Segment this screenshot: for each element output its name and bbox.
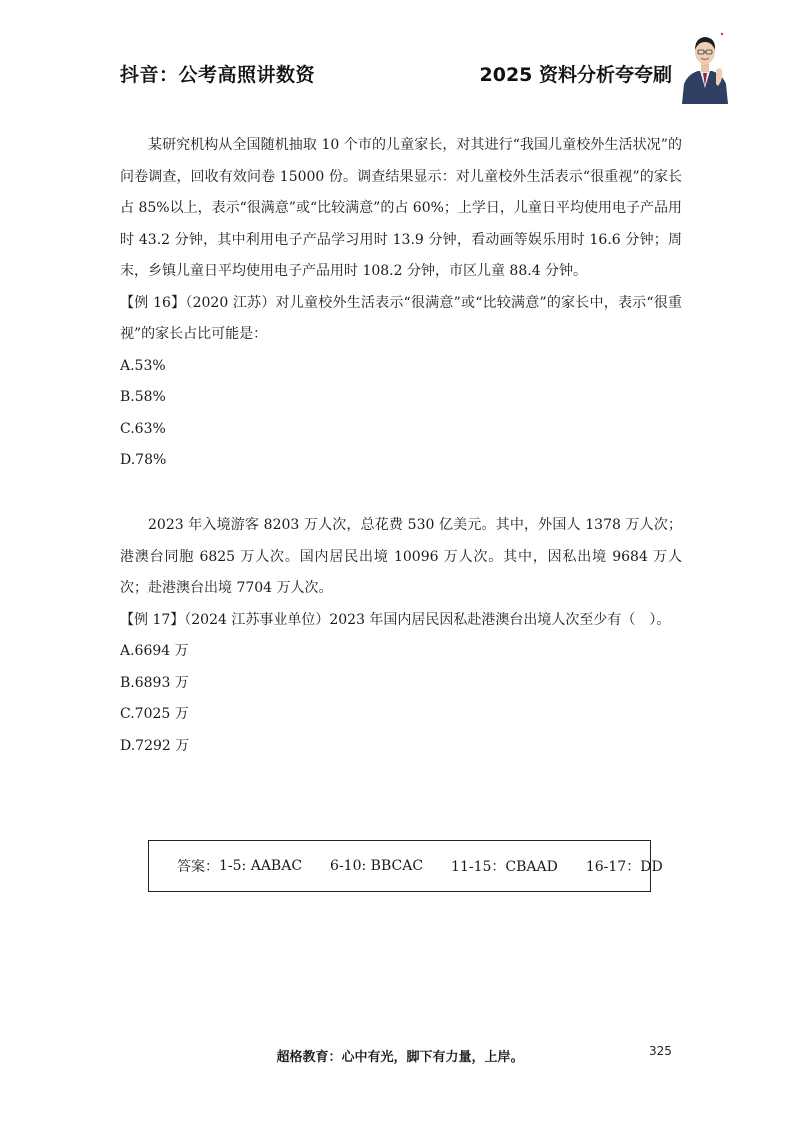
answer-group-16-17: 16-17：DD: [585, 859, 663, 875]
answer-key-box: [148, 840, 663, 892]
header-title-right: 2025 资料分析夸夸刷: [479, 64, 672, 86]
passage-text-2: 2023 年入境游客 8203 万人次，总花费 530 亿美元。其中，外国人 1378 万人次；港澳台同胞 6825 万人次。国内居民出境 10096 万人次。其中，因私出境 9684 万人次；赴港澳台出境 7704 万人次。: [120, 517, 682, 596]
option-a: A.6694 万: [120, 643, 189, 659]
option-a: A.53%: [120, 357, 166, 374]
answer-label: 答案：: [177, 859, 219, 875]
answer-group-1-5: 1-5: AABAC: [219, 858, 303, 874]
question-16: 【例 16】（2020 江苏）对儿童校外生活表示“很满意”或“比较满意”的家长中，表示“很重视”的家长占比可能是：: [120, 294, 682, 342]
answer-group-6-10: 6-10: BBCAC: [330, 858, 424, 874]
option-b: B.58%: [120, 389, 166, 405]
option-c: C.63%: [120, 420, 166, 437]
option-d: D.7292 万: [120, 737, 190, 754]
question-17: 【例 17】（2024 江苏事业单位）2023 年国内居民因私赴港澳台出境人次至少有（ ）。: [120, 611, 671, 628]
page-number: 325: [649, 1044, 672, 1058]
author-portrait-icon: [678, 26, 732, 104]
footer-slogan: 超格教育：心中有光，脚下有力量，上岸。: [276, 1050, 524, 1065]
passage-section-2: [120, 510, 682, 762]
option-c: C.7025 万: [120, 706, 189, 722]
option-d: D.78%: [120, 452, 167, 468]
passage-text-1: 某研究机构从全国随机抽取 10 个市的儿童家长，对其进行“我国儿童校外生活状况”的问卷调查，回收有效问卷 15000 份。调查结果显示：对儿童校外生活表示“很重视”的家长占 85%以上，表示“很满意”或“比较满意”的占 60%；上学日，儿童日平均使用电子产品用时 43.2 分钟，其中利用电子产品学习用时 13.9 分钟，看动画等娱乐用时 16.6 分钟；周末，乡镇儿童日平均使用电子产品用时 108.2 分钟，市区儿童 88.4 分钟。: [120, 137, 682, 279]
answer-group-11-15: 11-15：CBAAD: [451, 859, 558, 875]
passage-section-1: [120, 130, 682, 477]
header-title-left: 抖音：公考高照讲数资: [120, 64, 316, 86]
option-b: B.6893 万: [120, 674, 189, 691]
